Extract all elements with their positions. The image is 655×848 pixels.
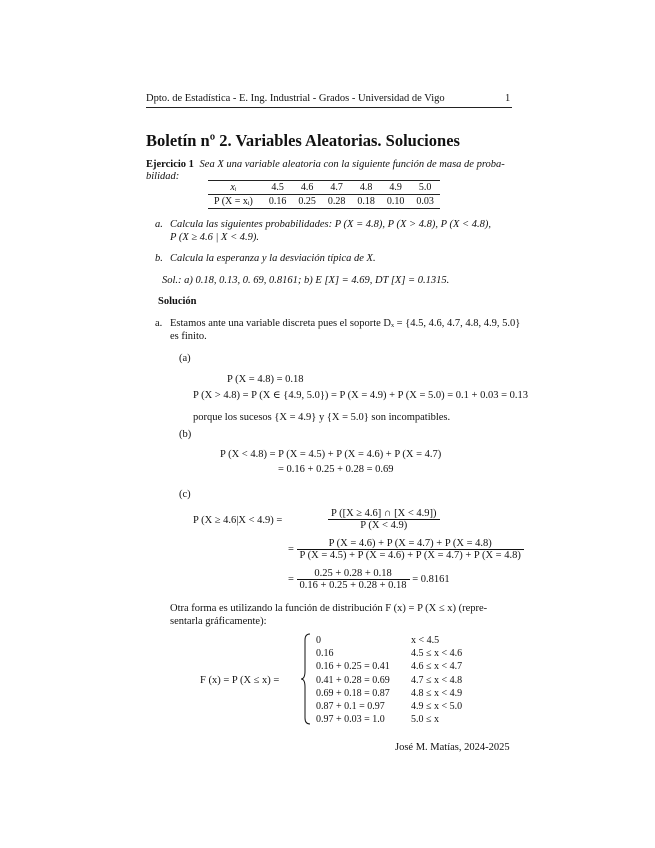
part-a-label: (a) [179, 353, 191, 364]
pmf-p-cell: 0.25 [292, 195, 322, 209]
equation-c3-result: = 0.8161 [412, 573, 450, 585]
footer-author: José M. Matías, 2024-2025 [395, 742, 510, 753]
fraction-c2-numerator: P (X = 4.6) + P (X = 4.7) + P (X = 4.8) [297, 538, 524, 550]
exercise-solution-summary: Sol.: a) 0.18, 0.13, 0. 69, 0.8161; b) E [X] = 4.69, DT [X] = 0.1315. [162, 275, 450, 286]
header-rule [146, 107, 512, 108]
cdf-case-row [316, 635, 462, 648]
cdf-case-row [316, 714, 462, 727]
cdf-case-value: 0.69 + 0.18 = 0.87 [316, 687, 390, 699]
pmf-x-cell: 4.8 [351, 181, 381, 195]
cdf-case-row [316, 688, 462, 701]
pmf-p-cell: 0.28 [322, 195, 352, 209]
pmf-x-cell: 4.9 [381, 181, 411, 195]
cdf-lhs: F (x) = P (X ≤ x) = [200, 675, 280, 686]
fraction-c1-denominator: P (X < 4.9) [360, 520, 408, 531]
pmf-p-cell: 0.16 [263, 195, 293, 209]
fraction-c2 [297, 538, 524, 561]
cdf-case-condition: 4.8 ≤ x < 4.9 [411, 687, 463, 699]
cdf-case-condition: 4.9 ≤ x < 5.0 [411, 700, 463, 712]
note-a: porque los sucesos {X = 4.9} y {X = 5.0} son incompatibles. [193, 412, 451, 423]
fraction-c1 [328, 508, 440, 531]
cdf-case-row [316, 648, 462, 661]
pmf-x-cell: 5.0 [410, 181, 440, 195]
equation-a2: P (X > 4.8) = P (X ∈ {4.9, 5.0}) = P (X = 4.9) + P (X = 5.0) = 0.1 + 0.03 = 0.13 [193, 390, 529, 401]
pmf-p-cell: 0.03 [410, 195, 440, 209]
equation-c3 [288, 568, 450, 591]
pmf-p-cell: 0.10 [381, 195, 411, 209]
cdf-cases-table [316, 635, 462, 727]
cdf-case-value: 0 [316, 635, 321, 646]
equation-c2 [288, 538, 524, 561]
cdf-case-row [316, 675, 462, 688]
item-a-line1: Calcula las siguientes probabilidades: P (X = 4.8), P (X > 4.8), P (X < 4.8), [170, 219, 491, 230]
pmf-x-cell: 4.5 [263, 181, 293, 195]
pmf-row-x-label: xᵢ [208, 181, 263, 195]
exercise-statement-line1 [146, 159, 505, 170]
fraction-c3 [297, 568, 410, 591]
page-title: Boletín nº 2. Variables Aleatorias. Soluciones [146, 131, 460, 150]
equation-b1: P (X < 4.8) = P (X = 4.5) + P (X = 4.6) + P (X = 4.7) [220, 449, 442, 460]
other-form-line1: Otra forma es utilizando la función de distribución F (x) = P (X ≤ x) (repre- [170, 603, 488, 614]
cdf-case-condition: 4.5 ≤ x < 4.6 [411, 648, 463, 660]
cdf-case-condition: 4.7 ≤ x < 4.8 [411, 674, 463, 686]
cdf-case-row [316, 661, 462, 674]
equation-a1: P (X = 4.8) = 0.18 [227, 374, 304, 385]
pmf-row-p [208, 195, 440, 209]
page-number: 1 [505, 93, 511, 104]
item-b-label: b. [155, 253, 163, 264]
solution-heading: Solución [158, 296, 197, 307]
pmf-x-cell: 4.6 [292, 181, 322, 195]
exercise-statement-line2: bilidad: [146, 171, 180, 182]
equals-sign: = [288, 543, 294, 555]
equals-sign: = [288, 573, 294, 585]
cdf-case-value: 0.16 + 0.25 = 0.41 [316, 661, 390, 673]
running-header: Dpto. de Estadística - E. Ing. Industrial - Grados - Universidad de Vigo [146, 93, 445, 104]
pmf-p-cell: 0.18 [351, 195, 381, 209]
pmf-x-cell: 4.7 [322, 181, 352, 195]
left-brace-icon [300, 633, 312, 725]
solution-a-line1: Estamos ante una variable discreta pues el soporte Dₓ = {4.5, 4.6, 4.7, 4.8, 4.9, 5.0} [170, 318, 521, 329]
part-b-label: (b) [179, 429, 192, 440]
pmf-row-x [208, 181, 440, 195]
cdf-case-condition: 5.0 ≤ x [411, 714, 439, 726]
cdf-case-value: 0.41 + 0.28 = 0.69 [316, 674, 390, 686]
other-form-line2: sentarla gráficamente): [170, 616, 267, 627]
solution-a-label: a. [155, 318, 163, 329]
pmf-table [208, 180, 440, 209]
cdf-case-value: 0.97 + 0.03 = 1.0 [316, 714, 385, 726]
fraction-c1-numerator: P ([X ≥ 4.6] ∩ [X < 4.9]) [328, 508, 440, 520]
solution-a-line2: es finito. [170, 331, 207, 342]
cdf-case-condition: 4.6 ≤ x < 4.7 [411, 661, 463, 673]
equation-b2: = 0.16 + 0.25 + 0.28 = 0.69 [278, 464, 394, 475]
fraction-c2-denominator: P (X = 4.5) + P (X = 4.6) + P (X = 4.7) + P (X = 4.8) [299, 550, 521, 561]
pmf-row-p-label: P (X = xᵢ) [208, 195, 263, 209]
cdf-case-condition: x < 4.5 [411, 635, 440, 646]
item-b-line1: Calcula la esperanza y la desviación típica de X. [170, 253, 376, 264]
part-c-label: (c) [179, 489, 191, 500]
exercise-statement-text: Sea X una variable aleatoria con la siguiente función de masa de proba- [199, 159, 505, 170]
cdf-case-value: 0.87 + 0.1 = 0.97 [316, 700, 385, 712]
item-a-label: a. [155, 219, 163, 230]
cdf-case-row [316, 701, 462, 714]
item-a-line2: P (X ≥ 4.6 | X < 4.9). [170, 232, 260, 243]
fraction-c3-numerator: 0.25 + 0.28 + 0.18 [297, 568, 410, 580]
cdf-case-value: 0.16 [316, 648, 334, 660]
equation-c-lhs: P (X ≥ 4.6|X < 4.9) = [193, 515, 283, 526]
exercise-label: Ejercicio 1 [146, 159, 194, 170]
equation-c1 [328, 508, 440, 531]
fraction-c3-denominator: 0.16 + 0.25 + 0.28 + 0.18 [299, 580, 407, 591]
